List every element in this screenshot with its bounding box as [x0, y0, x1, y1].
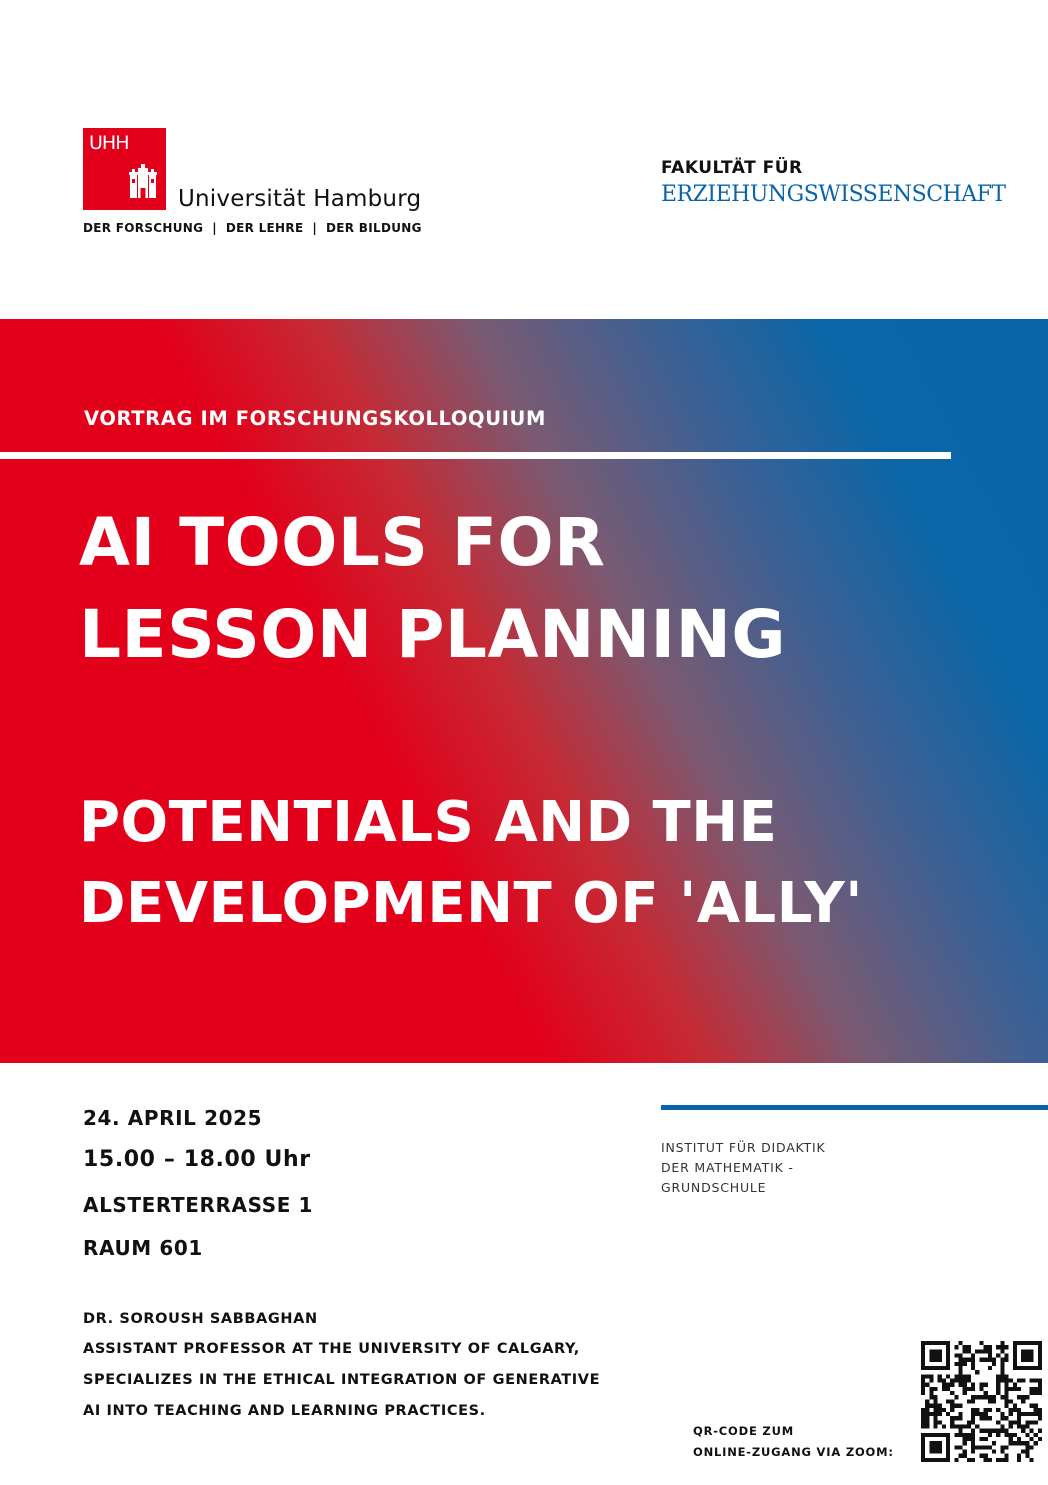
institute-line: INSTITUT FÜR DIDAKTIK — [661, 1140, 826, 1155]
university-logo — [83, 128, 166, 210]
university-name: Universität Hamburg — [178, 186, 422, 212]
institute-line: GRUNDSCHULE — [661, 1180, 767, 1195]
university-tagline: DER FORSCHUNG | DER LEHRE | DER BILDUNG — [83, 221, 422, 235]
poster-subtitle: POTENTIALS AND THE DEVELOPMENT OF 'ALLY' — [79, 790, 863, 936]
faculty-name: ERZIEHUNGSWISSENSCHAFT — [661, 182, 1006, 207]
event-time: 15.00 – 18.00 Uhr — [83, 1147, 311, 1172]
faculty-label: FAKULTÄT FÜR — [661, 158, 803, 178]
institute-divider — [661, 1105, 1048, 1110]
uhh-logo-mark: UHH — [89, 132, 129, 154]
speaker-bio-line: ASSISTANT PROFESSOR AT THE UNIVERSITY OF CALGARY, — [83, 1341, 580, 1357]
speaker-bio-line: AI INTO TEACHING AND LEARNING PRACTICES. — [83, 1403, 486, 1419]
event-room: RAUM 601 — [83, 1236, 203, 1260]
event-date: 24. APRIL 2025 — [83, 1106, 263, 1130]
event-address: ALSTERTERRASSE 1 — [83, 1193, 314, 1217]
event-kicker: VORTRAG IM FORSCHUNGSKOLLOQUIUM — [84, 407, 546, 430]
hamburg-castle-icon — [129, 164, 157, 198]
speaker-bio-line: SPECIALIZES IN THE ETHICAL INTEGRATION OF GENERATIVE — [83, 1372, 601, 1388]
kicker-divider — [0, 452, 951, 459]
speaker-name: DR. SOROUSH SABBAGHAN — [83, 1311, 318, 1327]
title-banner — [0, 319, 1048, 1063]
qr-label: QR-CODE ZUM — [693, 1424, 794, 1438]
qr-label: ONLINE-ZUGANG VIA ZOOM: — [693, 1445, 894, 1459]
qr-code-icon[interactable] — [921, 1341, 1042, 1462]
institute-line: DER MATHEMATIK - — [661, 1160, 794, 1175]
poster-title: AI TOOLS FOR LESSON PLANNING — [79, 504, 787, 673]
